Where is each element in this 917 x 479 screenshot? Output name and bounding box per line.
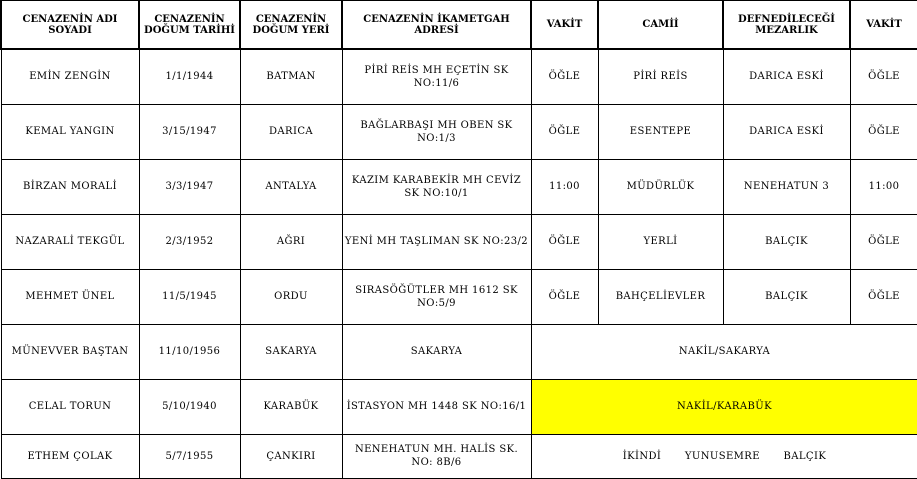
cell-vakit-1: ÖĞLE (531, 49, 598, 104)
cell-birth-date: 5/7/1955 (139, 434, 240, 478)
cell-birth-date: 3/15/1947 (139, 104, 240, 159)
cell-vakit-1: ÖĞLE (531, 214, 598, 269)
cell-birth-place: ÇANKIRI (240, 434, 342, 478)
cell-camii: YERLİ (598, 214, 723, 269)
header-birth-place: CENAZENİN DOĞUM YERİ (240, 0, 342, 49)
cell-burial: BALÇIK (723, 269, 850, 324)
cell-name: ETHEM ÇOLAK (1, 434, 139, 478)
cell-vakit-2: ÖĞLE (850, 104, 917, 159)
table-row (1, 49, 917, 104)
cell-burial: BALÇIK (783, 450, 827, 462)
cell-nakil-highlighted: NAKİL/KARABÜK (531, 379, 917, 434)
cell-birth-date: 1/1/1944 (139, 49, 240, 104)
cell-vakit-2: ÖĞLE (850, 269, 917, 324)
cell-vakit-1: İKİNDİ (622, 450, 662, 462)
cell-address: BAĞLARBAŞI MH OBEN SK NO:1/3 (342, 104, 531, 159)
cell-camii: YUNUSEMRE (684, 450, 760, 462)
cell-vakit-2: ÖĞLE (850, 214, 917, 269)
cell-name: NAZARALİ TEKGÜL (1, 214, 139, 269)
cell-name: MÜNEVVER BAŞTAN (1, 324, 139, 379)
cell-vakit-1: ÖĞLE (531, 269, 598, 324)
cell-burial: BALÇIK (723, 214, 850, 269)
cell-camii: ESENTEPE (598, 104, 723, 159)
header-address: CENAZENİN İKAMETGAH ADRESİ (342, 0, 531, 49)
cell-burial: DARICA ESKİ (723, 49, 850, 104)
table-row (1, 379, 917, 434)
cell-vakit-2: ÖĞLE (850, 49, 917, 104)
header-birth-date: CENAZENİN DOĞUM TARİHİ (139, 0, 240, 49)
table-row (1, 269, 917, 324)
cell-address: PİRİ REİS MH EÇETİN SK NO:11/6 (342, 49, 531, 104)
table-row (1, 214, 917, 269)
cell-birth-place: ORDU (240, 269, 342, 324)
table-row (1, 434, 917, 478)
header-name: CENAZENİN ADI SOYADI (1, 0, 139, 49)
table-row (1, 324, 917, 379)
cell-address: YENİ MH TAŞLIMAN SK NO:23/2 (342, 214, 531, 269)
cell-birth-date: 5/10/1940 (139, 379, 240, 434)
cell-name: MEHMET ÜNEL (1, 269, 139, 324)
cell-merged-service (531, 434, 917, 478)
cell-burial: DARICA ESKİ (723, 104, 850, 159)
cell-birth-date: 2/3/1952 (139, 214, 240, 269)
cell-birth-date: 3/3/1947 (139, 159, 240, 214)
cell-address: KAZIM KARABEKİR MH CEVİZ SK NO:10/1 (342, 159, 531, 214)
cell-birth-date: 11/10/1956 (139, 324, 240, 379)
header-vakit-1: VAKİT (531, 0, 598, 49)
cell-vakit-1: 11:00 (531, 159, 598, 214)
header-burial: DEFNEDİLECEĞİ MEZARLIK (723, 0, 850, 49)
cell-camii: MÜDÜRLÜK (598, 159, 723, 214)
header-camii: CAMİİ (598, 0, 723, 49)
cell-birth-place: AĞRI (240, 214, 342, 269)
cell-name: EMİN ZENGİN (1, 49, 139, 104)
cell-birth-place: KARABÜK (240, 379, 342, 434)
cell-nakil: NAKİL/SAKARYA (531, 324, 917, 379)
cell-address: NENEHATUN MH. HALİS SK. NO: 8B/6 (342, 434, 531, 478)
table-row (1, 159, 917, 214)
cell-address: İSTASYON MH 1448 SK NO:16/1 (342, 379, 531, 434)
cell-birth-place: SAKARYA (240, 324, 342, 379)
cell-vakit-2: 11:00 (850, 159, 917, 214)
cell-name: CELAL TORUN (1, 379, 139, 434)
cell-birth-date: 11/5/1945 (139, 269, 240, 324)
cell-address: SIRASÖĞÜTLER MH 1612 SK NO:5/9 (342, 269, 531, 324)
table-row (1, 104, 917, 159)
header-vakit-2: VAKİT (850, 0, 917, 49)
cell-camii: PİRİ REİS (598, 49, 723, 104)
cell-vakit-1: ÖĞLE (531, 104, 598, 159)
cell-birth-place: ANTALYA (240, 159, 342, 214)
cell-camii: BAHÇELİEVLER (598, 269, 723, 324)
header-row (1, 0, 917, 49)
cell-address: SAKARYA (342, 324, 531, 379)
cell-birth-place: DARICA (240, 104, 342, 159)
cell-burial: NENEHATUN 3 (723, 159, 850, 214)
cell-birth-place: BATMAN (240, 49, 342, 104)
cell-name: BİRZAN MORALİ (1, 159, 139, 214)
cell-name: KEMAL YANGIN (1, 104, 139, 159)
